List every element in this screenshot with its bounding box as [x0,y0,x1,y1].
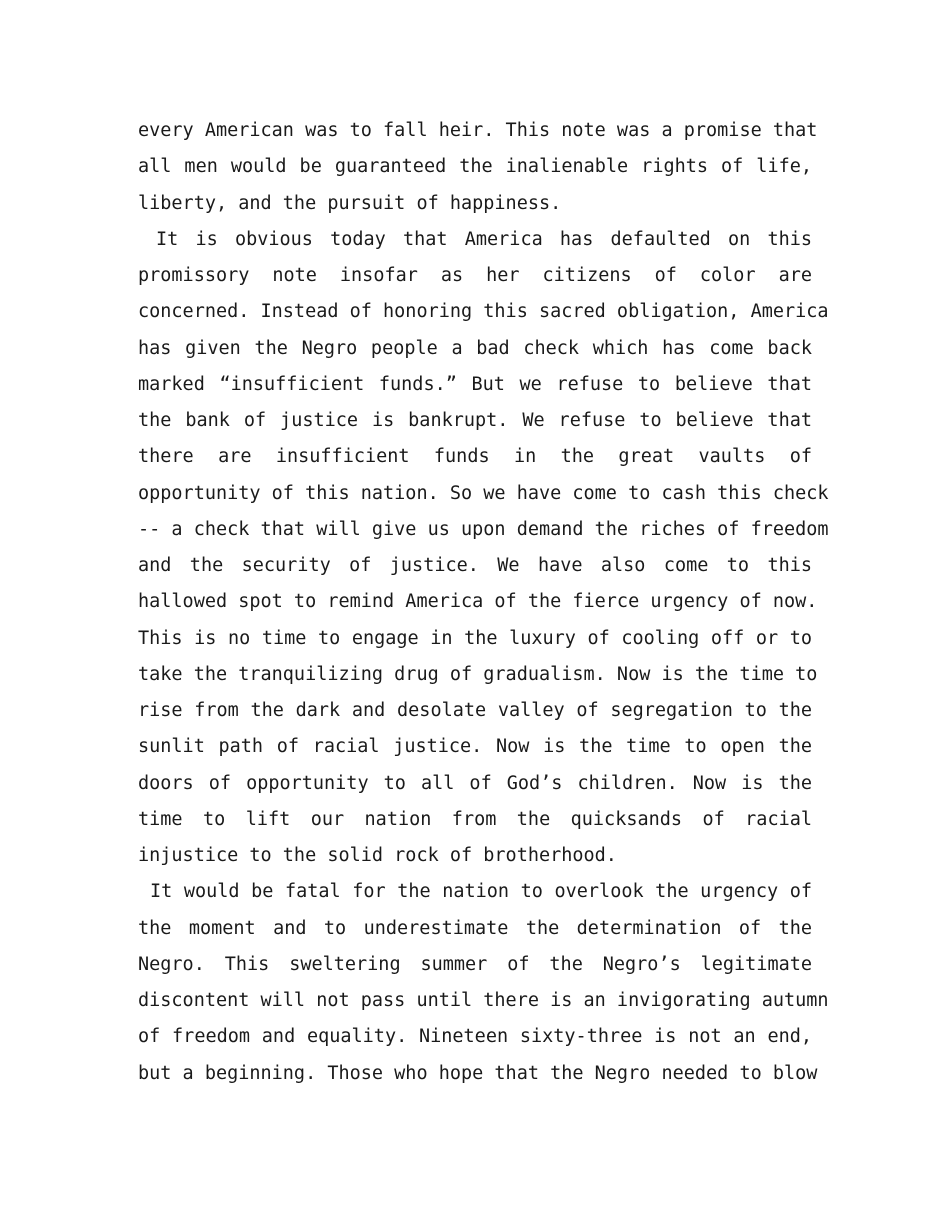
text-line: marked “insufficient funds.” But we refuse to believe that [138,373,812,395]
text-line: the moment and to underestimate the determination of the [138,917,812,939]
text-line: This is no time to engage in the luxury of cooling off or to [138,627,812,649]
text-line: It would be fatal for the nation to overlook the urgency of [150,881,812,903]
text-line: has given the Negro people a bad check which has come back [138,337,812,359]
text-line: the bank of justice is bankrupt. We refuse to believe that [138,410,812,431]
text-line: promissory note insofar as her citizens of color are [138,265,812,286]
text-line: concerned. Instead of honoring this sacred obligation, America [138,301,829,323]
text-line: doors of opportunity to all of God’s children. Now is the [138,772,812,794]
text-line: opportunity of this nation. So we have come to cash this check [138,482,829,504]
text-line: discontent will not pass until there is an invigorating autumn [138,990,829,1011]
text-line: every American was to fall heir. This note was a promise that [138,120,818,141]
text-line: and the security of justice. We have also come to this [138,555,812,576]
text-line: -- a check that will give us upon demand the riches of freedom [138,518,829,540]
text-line: there are insufficient funds in the great vaults of [138,446,812,468]
text-line: all men would be guaranteed the inalienable rights of life, [138,156,812,178]
text-line: take the tranquilizing drug of gradualism. Now is the time to [138,663,818,685]
text-line: rise from the dark and desolate valley of segregation to the [138,700,812,721]
text-line: hallowed spot to remind America of the fierce urgency of now. [138,591,818,613]
text-line: It is obvious today that America has defaulted on this [156,228,812,250]
text-line: liberty, and the pursuit of happiness. [138,192,562,214]
text-line: injustice to the solid rock of brotherhood. [138,845,617,866]
text-line: time to lift our nation from the quicksands of racial [138,808,812,830]
body-text [138,113,829,1092]
text-line: of freedom and equality. Nineteen sixty-three is not an end, [138,1026,812,1048]
text-line: but a beginning. Those who hope that the Negro needed to blow [138,1062,818,1084]
text-line: Negro. This sweltering summer of the Negro’s legitimate [138,953,812,975]
text-line: sunlit path of racial justice. Now is the time to open the [138,736,812,758]
